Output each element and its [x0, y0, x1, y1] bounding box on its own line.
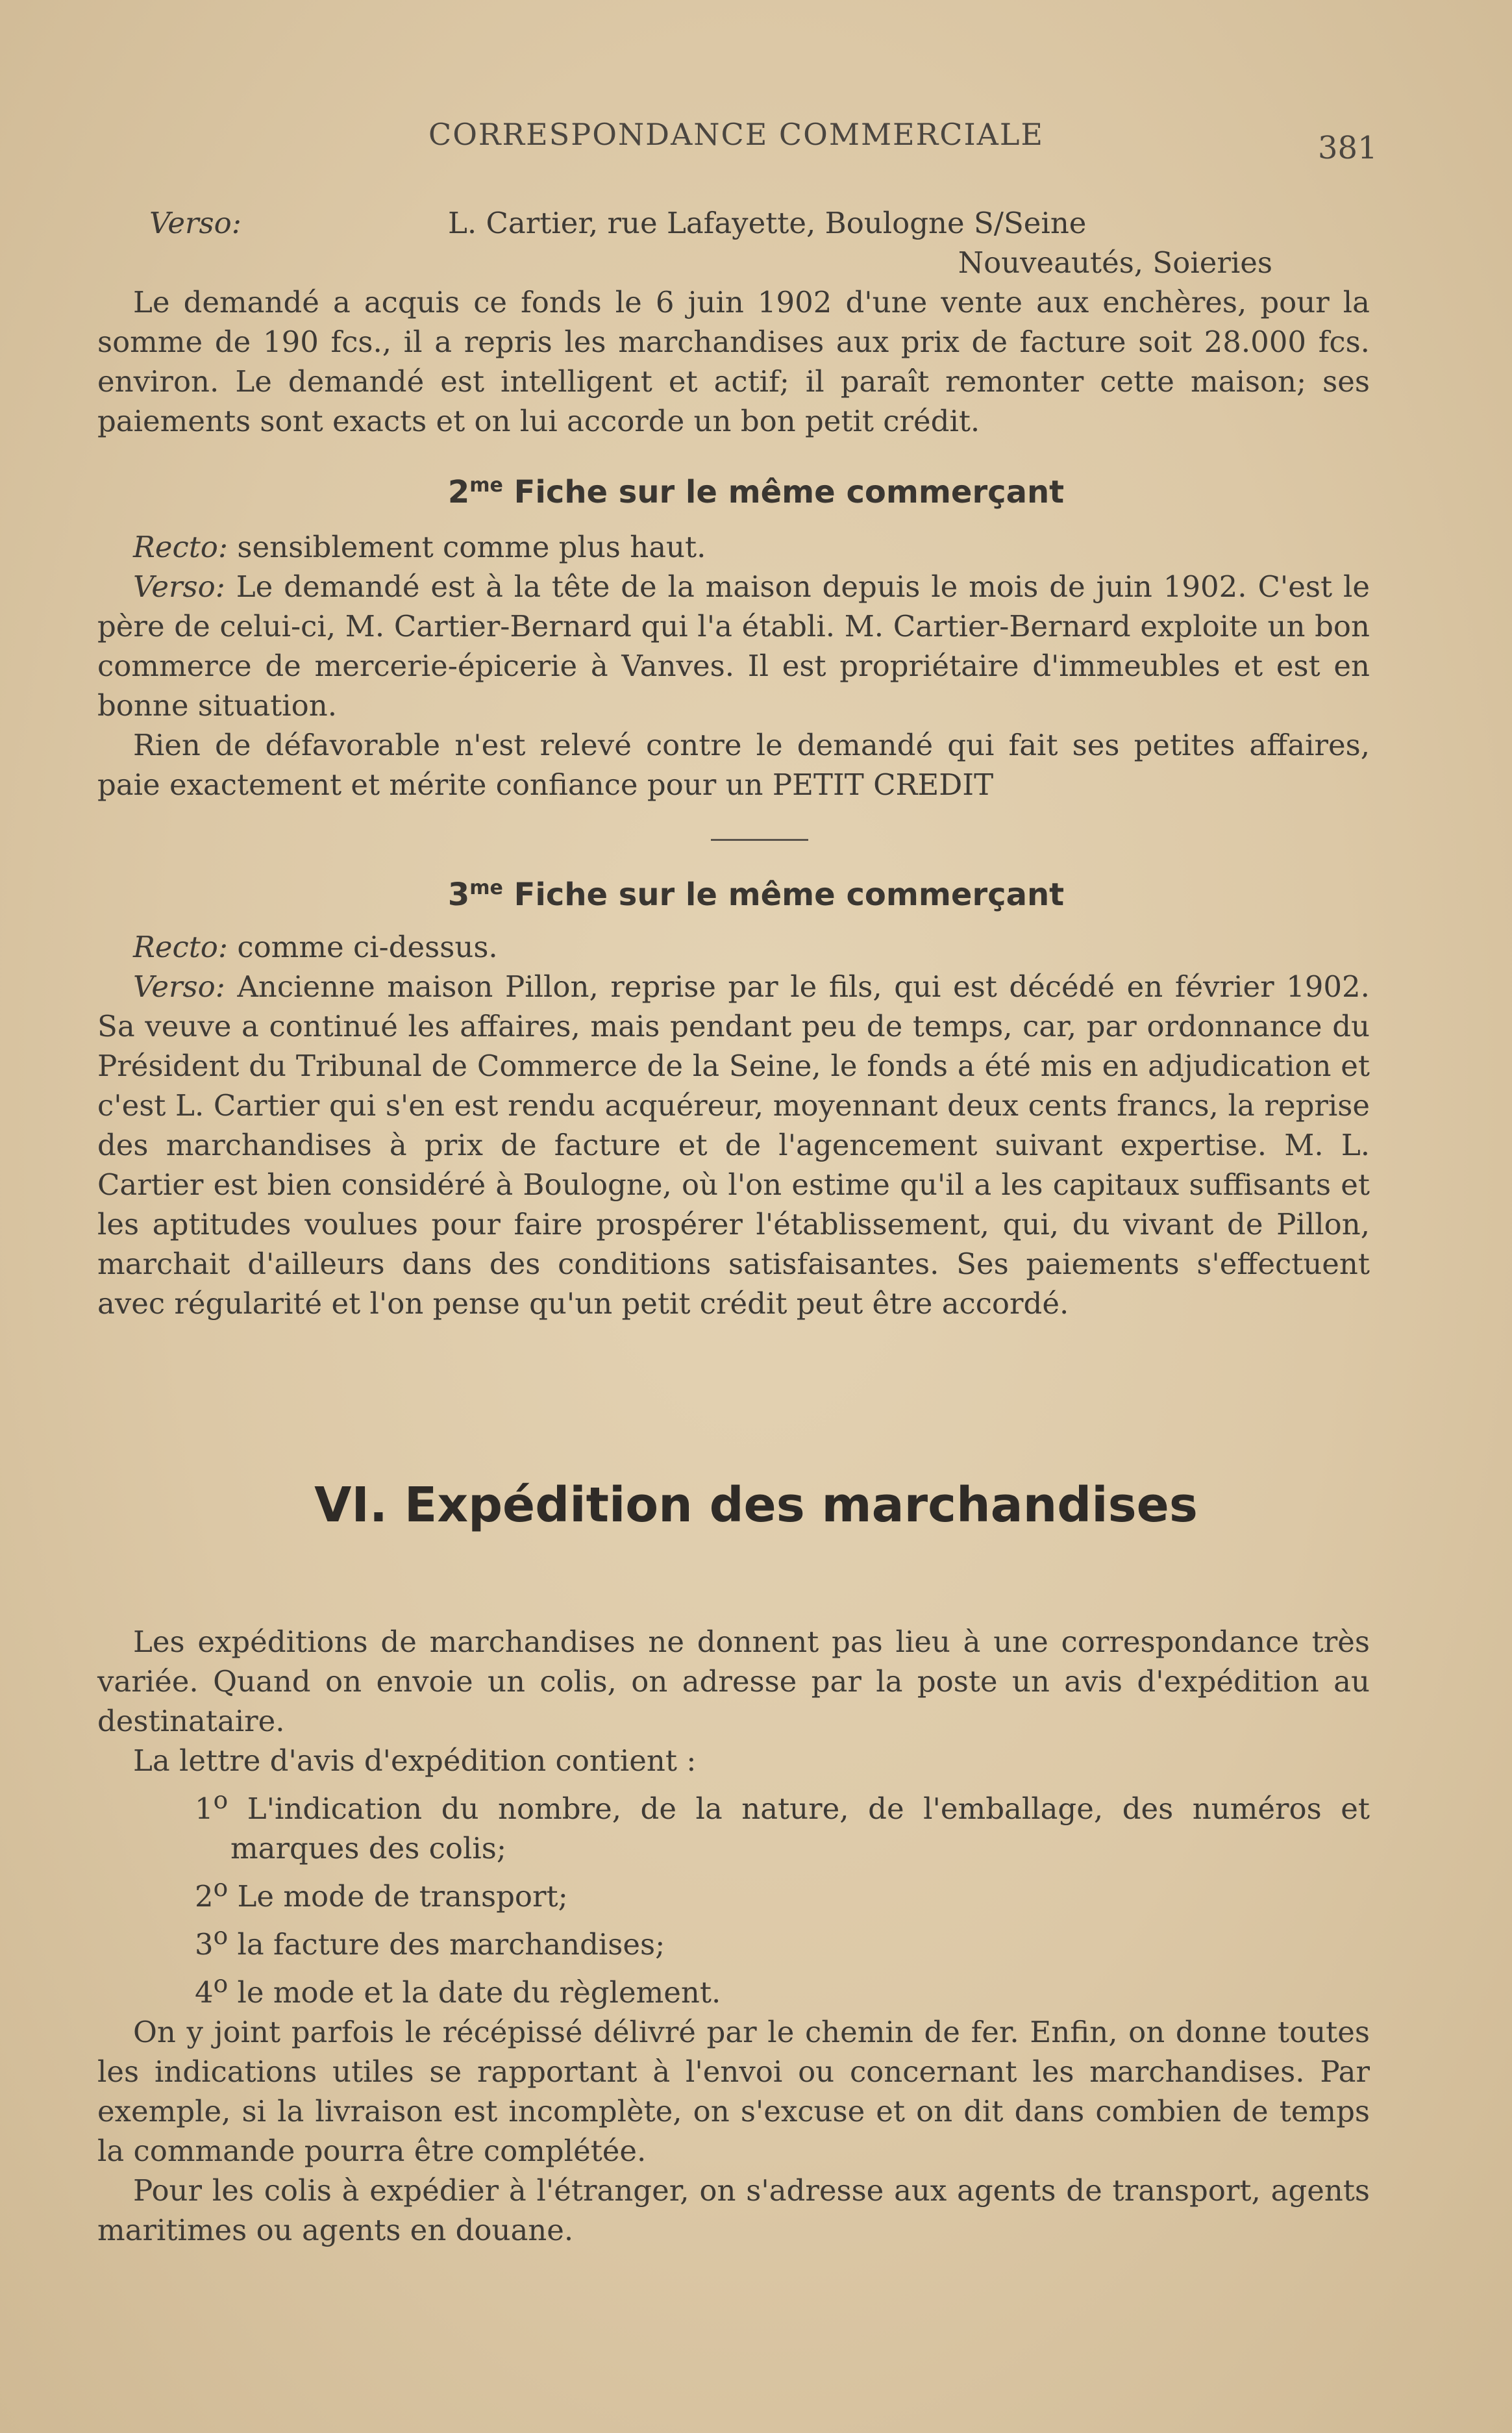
- list-item-text: la facture des marchandises;: [228, 1927, 665, 1962]
- list-item-text: le mode et la date du règlement.: [228, 1975, 721, 2010]
- fiche2-recto-label: Recto:: [133, 530, 229, 564]
- fiche1-section: [97, 203, 1370, 441]
- list-item-number: 2: [195, 1879, 214, 1914]
- section-para2: On y joint parfois le récépissé délivré par le chemin de fer. Enfin, on donne toutes les indications utiles se rapportant à l'envoi ou concernant les marchandises. Par exemple, si la livraison est incomplète, on s'excuse et on dit dans combien de temps la commande pourra être complétée.: [97, 2015, 1370, 2168]
- fiche2-body2: Rien de défavorable n'est relevé contre le demandé qui fait ses petites affaires, paie exactement et mérite confiance pour un PETIT CREDIT: [97, 728, 1370, 802]
- fiche2-heading-text: Fiche sur le même commerçant: [502, 474, 1065, 510]
- fiche3-recto-text: comme ci-dessus.: [228, 930, 498, 964]
- fiche3-heading-text: Fiche sur le même commerçant: [502, 877, 1065, 913]
- list-item-number: 4: [195, 1975, 214, 2010]
- list-item-sup: o: [213, 1969, 229, 1998]
- fiche3-recto-label: Recto:: [133, 930, 229, 964]
- section-heading: VI. Expédition des marchandises: [314, 1477, 1198, 1533]
- section-list-intro: La lettre d'avis d'expédition contient :: [133, 1743, 697, 1778]
- fiche2-heading: [0, 474, 1512, 510]
- separator-rule: [711, 839, 808, 841]
- fiche2-recto-text: sensiblement comme plus haut.: [228, 530, 706, 564]
- fiche2-heading-sup: me: [469, 474, 503, 497]
- list-item-text: Le mode de transport;: [228, 1879, 568, 1914]
- list-item: [97, 1780, 1370, 1868]
- fiche1-body: Le demandé a acquis ce fonds le 6 juin 1902 d'une vente aux enchères, pour la somme de 190 fcs., il a repris les marchandises aux prix de facture soit 28.000 fcs. environ. Le demandé est intelligent et actif; il paraît remonter cette maison; ses paiements sont exacts et on lui accorde un bon petit crédit.: [97, 285, 1370, 438]
- list-item-sup: o: [213, 1786, 229, 1814]
- fiche3-verso-text: Ancienne maison Pillon, reprise par le fils, qui est décédé en février 1902. Sa veuve a continué les affaires, mais pendant peu de temps, car, par ordonnance du Président du Tribunal de Commerce de la Seine, le fonds a été mis en adjudication et c'est L. Cartier qui s'en est rendu acquéreur, moyennant deux cents francs, la reprise des marchandises à prix de facture et de l'agencement suivant expertise. M. L. Cartier est bien considéré à Boulogne, où l'on estime qu'il a les capitaux suffisants et les aptitudes voulues pour faire prospérer l'établissement, qui, du vivant de Pillon, marchait d'ailleurs dans des conditions satisfaisantes. Ses paiements s'effectuent avec régularité et l'on pense qu'un petit crédit peut être accordé.: [97, 969, 1370, 1321]
- fiche3-heading-sup: me: [469, 877, 503, 899]
- fiche3-verso: [97, 967, 1370, 1323]
- list-item-number: 1: [195, 1791, 214, 1826]
- fiche1-verso-label: Verso:: [149, 206, 242, 240]
- section-body: [97, 1622, 1370, 2250]
- fiche2-verso-text: Le demandé est à la tête de la maison depuis le mois de juin 1902. C'est le père de celui-ci, M. Cartier-Bernard qui l'a établi. M. Cartier-Bernard exploite un bon commerce de mercerie-épicerie à Vanves. Il est propriétaire d'immeubles et est en bonne situation.: [97, 569, 1370, 723]
- fiche2-verso: [97, 567, 1370, 725]
- fiche2-section: [97, 527, 1370, 805]
- page-number: 381: [1318, 130, 1378, 166]
- fiche3-heading-number: 3: [447, 877, 470, 913]
- list-item: [97, 1916, 1370, 1964]
- fiche3-verso-label: Verso:: [133, 969, 225, 1004]
- list-item-number: 3: [195, 1927, 214, 1962]
- section-intro: Les expéditions de marchandises ne donnent pas lieu à une correspondance très variée. Quand on envoie un colis, on adresse par la poste un avis d'expédition au destinataire.: [97, 1625, 1370, 1738]
- list-item: [97, 1868, 1370, 1916]
- fiche2-heading-number: 2: [447, 474, 470, 510]
- fiche1-verso-address: L. Cartier, rue Lafayette, Boulogne S/Seine: [448, 206, 1087, 240]
- fiche1-verso-trade: Nouveautés, Soieries: [958, 245, 1272, 280]
- list-item: [97, 1964, 1370, 2012]
- fiche3-section: [97, 927, 1370, 1323]
- fiche2-verso-label: Verso:: [133, 569, 225, 604]
- section-para3: Pour les colis à expédier à l'étranger, on s'adresse aux agents de transport, agents maritimes ou agents en douane.: [97, 2173, 1370, 2247]
- fiche3-heading: [0, 877, 1512, 913]
- running-title: CORRESPONDANCE COMMERCIALE: [428, 117, 1044, 152]
- list-item-sup: o: [213, 1921, 229, 1950]
- page-header: [0, 117, 1512, 169]
- list-item-sup: o: [213, 1873, 229, 1902]
- fiche2-recto: [97, 527, 1370, 567]
- fiche1-verso-line: [97, 203, 1370, 243]
- fiche3-recto: [97, 927, 1370, 967]
- list-item-text: L'indication du nombre, de la nature, de l'emballage, des numéros et marques des colis;: [228, 1791, 1370, 1865]
